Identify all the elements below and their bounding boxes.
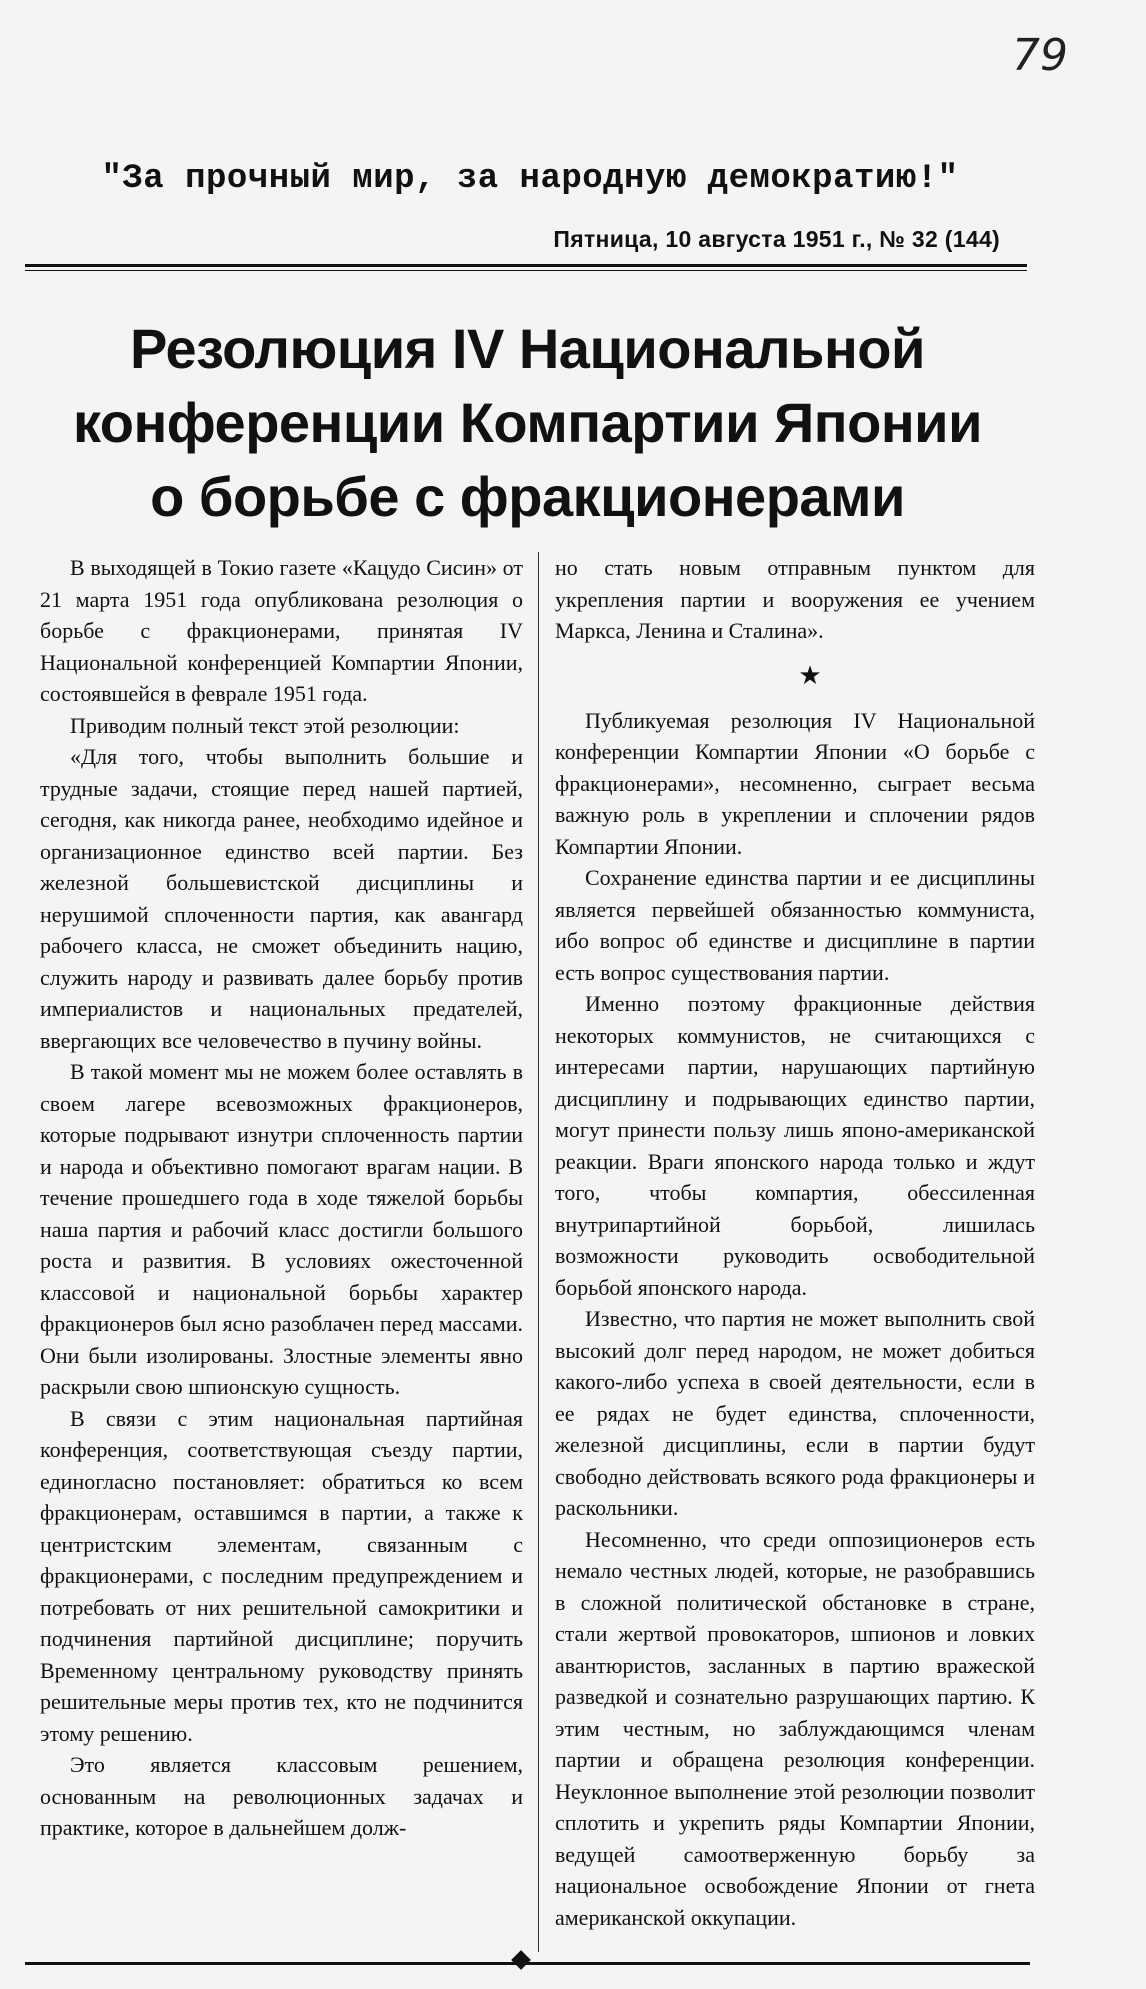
paragraph: Именно поэтому фракционные действия некоторых коммунистов, не считающихся с интересами партии, нарушающих партийную дисциплину и подрывающих единство партии, могут принести пользу лишь японо-американской реакции. Враги японского народа только и ждут того, чтобы компартия, обессиленная внутрипартийной борьбой, лишилась возможности руководить освободительной борьбой японского народа. — [555, 991, 1035, 1300]
paragraph: Приводим полный текст этой резолюции: — [70, 712, 460, 738]
paragraph: Это является классовым решением, основанным на революционных задачах и практике, которое в дальнейшем долж- — [40, 1752, 523, 1840]
paragraph-continued: но стать новым отправным пунктом для укрепления партии и вооружения ее учением Маркса, Ленина и Сталина». — [555, 555, 1035, 643]
paragraph: В такой момент мы не можем более оставлять в своем лагере всевозможных фракционеров, которые подрывают изнутри сплоченность партии и народа и объективно помогают врагам нации. В течение прошедшего года в ходе тяжелой борьбы наша партия и рабочий класс достигли большого роста и развития. В условиях ожесточенной классовой и национальной борьбы характер фракционеров был ясно разоблачен перед массами. Они были изолированы. Злостные элементы явно раскрыли свою шпионскую сущность. — [40, 1059, 523, 1399]
column-divider — [538, 552, 539, 1952]
paragraph: В связи с этим национальная партийная конференция, соответствующая съезду партии, единогласно постановляет: обратиться ко всем фракционерам, оставшимся в партии, а также к центристским элементам, связанным с фракционерами, с последним предупреждением и потребовать от них решительной самокритики и подчинения партийной дисциплине; поручить Временному центральному руководству принять решительные меры против тех, кто не подчинится этому решению. — [40, 1405, 523, 1746]
paragraph: Несомненно, что среди оппозиционеров есть немало честных людей, которые, не разобравшись в сложной политической обстановке в стране, стали жертвой провокаторов, шпионов и ловких авантюристов, засланных в партию вражеской разведкой и сознательно разрушающих партию. К этим честным, но заблуждающимся членам партии и обращена резолюция конференции. Неуклонное выполнение этой резолюции позволит сплотить и укрепить ряды Компартии Японии, ведущей самоотверженную борьбу за национальное освобождение Японии от гнета американской оккупации. — [555, 1526, 1035, 1930]
issue-date-line: Пятница, 10 августа 1951 г., № 32 (144) — [553, 226, 1000, 252]
headline-line-1: Резолюция IV Национальной — [130, 317, 925, 380]
handwritten-page-number: 79 — [1012, 30, 1068, 81]
star-separator-icon: ★ — [798, 660, 822, 691]
masthead-rule — [25, 264, 1027, 271]
newspaper-masthead: "За прочный мир, за народную демократию!" — [101, 160, 959, 198]
diamond-ornament-icon — [511, 1950, 531, 1970]
left-column — [40, 552, 523, 1844]
paragraph: В выходящей в Токио газете «Кацудо Сисин» от 21 марта 1951 года опубликована резолюция о борьбе с фракционерами, принятая IV Национальной конференцией Компартии Японии, состоявшейся в феврале 1951 года. — [40, 555, 523, 706]
headline-line-3: о борьбе с фракционерами — [150, 465, 905, 528]
article-headline — [25, 312, 1030, 534]
paragraph: Известно, что партия не может выполнить свой высокий долг перед народом, не может добиться какого-либо успеха в своей деятельности, если в ее рядах не будет единства, сплоченности, железной дисциплины, если в партии будут свободно действовать всякого рода фракционеры и раскольники. — [555, 1306, 1035, 1520]
right-column — [555, 552, 1035, 1933]
paragraph: «Для того, чтобы выполнить большие и трудные задачи, стоящие перед нашей партией, сегодня, как никогда ранее, необходимо идейное и организационное единство всей партии. Без железной большевистской дисциплины и нерушимой сплоченности партия, как авангард рабочего класса, не сможет объединить нацию, служить народу и развивать далее борьбу против империалистов и национальных предателей, ввергающих все человечество в пучину войны. — [40, 744, 523, 1053]
headline-line-2: конференции Компартии Японии — [72, 391, 983, 454]
paragraph: Публикуемая резолюция IV Национальной конференции Компартии Японии «О борьбе с фракционерами», несомненно, сыграет весьма важную роль в укреплении и сплочении рядов Компартии Японии. — [555, 707, 1035, 859]
paragraph: Сохранение единства партии и ее дисциплины является первейшей обязанностью коммуниста, ибо вопрос об единстве и дисциплине в партии есть вопрос существования партии. — [555, 865, 1035, 985]
